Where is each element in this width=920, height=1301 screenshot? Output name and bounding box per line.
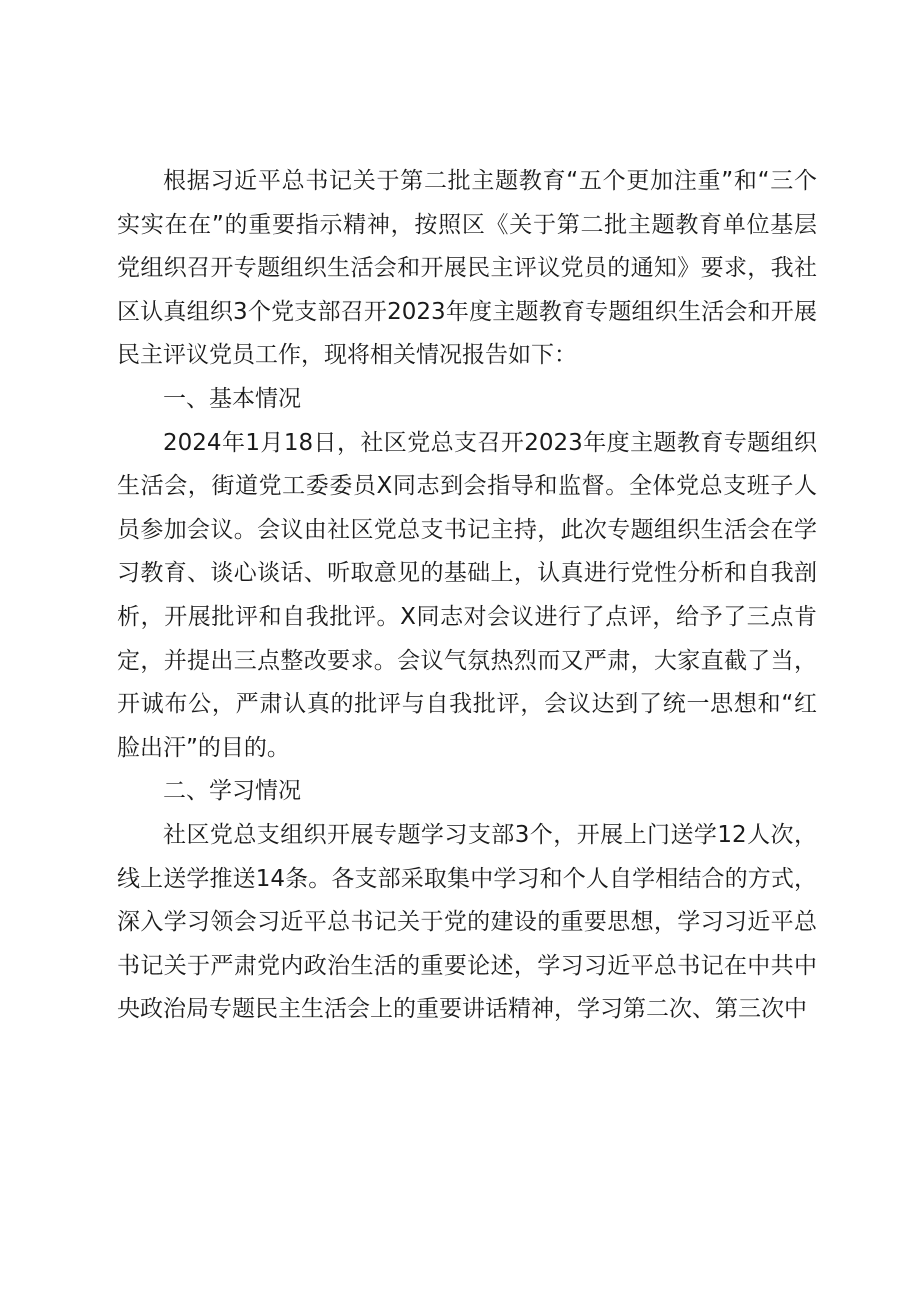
intro-paragraph: 根据习近平总书记关于第二批主题教育“五个更加注重”和“三个实实在在”的重要指示精神，按照区《关于第二批主题教育单位基层党组织召开专题组织生活会和开展民主评议党员的通知》要求，我社区认真组织3个党支部召开2023年度主题教育专题组织生活会和开展民主评议党员工作，现将相关情况报告如下： bbox=[117, 168, 817, 369]
section-heading-basic-situation: 一、基本情况 bbox=[163, 385, 301, 412]
document-body bbox=[117, 160, 817, 1032]
basic-situation-paragraph: 2024年1月18日，社区党总支召开2023年度主题教育专题组织生活会，街道党工委委员X同志到会指导和监督。全体党总支班子人员参加会议。会议由社区党总支书记主持，此次专题组织生活会在学习教育、谈心谈话、听取意见的基础上，认真进行党性分析和自我剖析，开展批评和自我批评。X同志对会议进行了点评，给予了三点肯定，并提出三点整改要求。会议气氛热烈而又严肃，大家直截了当，开诚布公，严肃认真的批评与自我批评，会议达到了统一思想和“红脸出汗”的目的。 bbox=[117, 429, 817, 761]
section-heading-study-situation: 二、学习情况 bbox=[163, 778, 301, 805]
study-situation-paragraph: 社区党总支组织开展专题学习支部3个，开展上门送学12人次，线上送学推送14条。各支部采取集中学习和个人自学相结合的方式，深入学习领会习近平总书记关于党的建设的重要思想，学习习近平总书记关于严肃党内政治生活的重要论述，学习习近平总书记在中共中央政治局专题民主生活会上的重要讲话精神，学习第二次、第三次中 bbox=[117, 821, 817, 1023]
